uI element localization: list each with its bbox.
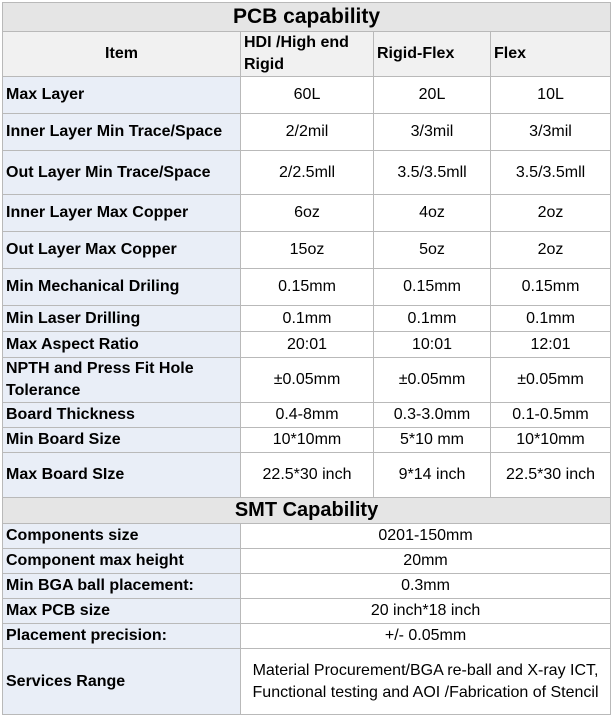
cell-rigid-flex: 0.15mm bbox=[374, 269, 491, 306]
smt-row-value: 20mm bbox=[241, 549, 611, 574]
smt-row-value: 0.3mm bbox=[241, 574, 611, 599]
cell-rigid-flex: 9*14 inch bbox=[374, 453, 491, 498]
table-row bbox=[3, 77, 611, 114]
table-row bbox=[3, 574, 611, 599]
cell-rigid-flex: 5*10 mm bbox=[374, 428, 491, 453]
cell-hdi: 2/2mil bbox=[241, 114, 374, 151]
table-row bbox=[3, 151, 611, 195]
table-row bbox=[3, 403, 611, 428]
row-label: Inner Layer Max Copper bbox=[3, 195, 241, 232]
table-row bbox=[3, 549, 611, 574]
cell-hdi: 2/2.5mll bbox=[241, 151, 374, 195]
cell-flex: 0.15mm bbox=[491, 269, 611, 306]
table-row bbox=[3, 624, 611, 649]
row-label: Min Board Size bbox=[3, 428, 241, 453]
cell-hdi: 6oz bbox=[241, 195, 374, 232]
header-hdi: HDI /High end Rigid bbox=[241, 32, 374, 77]
row-label: Min Mechanical Driling bbox=[3, 269, 241, 306]
row-label: Inner Layer Min Trace/Space bbox=[3, 114, 241, 151]
cell-hdi: ±0.05mm bbox=[241, 358, 374, 403]
smt-row-label: Placement precision: bbox=[3, 624, 241, 649]
smt-row-value: Material Procurement/BGA re-ball and X-ray ICT, Functional testing and AOI /Fabrication of Stencil bbox=[241, 649, 611, 715]
smt-row-value: +/- 0.05mm bbox=[241, 624, 611, 649]
cell-hdi: 10*10mm bbox=[241, 428, 374, 453]
cell-hdi: 0.1mm bbox=[241, 306, 374, 332]
cell-hdi: 20:01 bbox=[241, 332, 374, 358]
smt-row-label: Max PCB size bbox=[3, 599, 241, 624]
cell-hdi: 15oz bbox=[241, 232, 374, 269]
cell-flex: ±0.05mm bbox=[491, 358, 611, 403]
table-row bbox=[3, 114, 611, 151]
cell-flex: 2oz bbox=[491, 232, 611, 269]
pcb-header-row bbox=[3, 32, 611, 77]
cell-rigid-flex: 3.5/3.5mll bbox=[374, 151, 491, 195]
cell-flex: 10*10mm bbox=[491, 428, 611, 453]
table-row bbox=[3, 453, 611, 498]
table-row bbox=[3, 524, 611, 549]
row-label: Max Board SIze bbox=[3, 453, 241, 498]
pcb-capability-title: PCB capability bbox=[3, 3, 611, 32]
cell-flex: 2oz bbox=[491, 195, 611, 232]
row-label: Board Thickness bbox=[3, 403, 241, 428]
cell-flex: 10L bbox=[491, 77, 611, 114]
table-row bbox=[3, 232, 611, 269]
cell-rigid-flex: 0.1mm bbox=[374, 306, 491, 332]
header-item: Item bbox=[3, 32, 241, 77]
header-flex: Flex bbox=[491, 32, 611, 77]
cell-flex: 12:01 bbox=[491, 332, 611, 358]
cell-flex: 0.1mm bbox=[491, 306, 611, 332]
table-row bbox=[3, 428, 611, 453]
row-label: Max Layer bbox=[3, 77, 241, 114]
cell-rigid-flex: 4oz bbox=[374, 195, 491, 232]
table-row bbox=[3, 306, 611, 332]
row-label: Out Layer Max Copper bbox=[3, 232, 241, 269]
row-label: Out Layer Min Trace/Space bbox=[3, 151, 241, 195]
cell-flex: 0.1-0.5mm bbox=[491, 403, 611, 428]
table-row bbox=[3, 195, 611, 232]
cell-hdi: 22.5*30 inch bbox=[241, 453, 374, 498]
cell-rigid-flex: 0.3-3.0mm bbox=[374, 403, 491, 428]
cell-flex: 22.5*30 inch bbox=[491, 453, 611, 498]
cell-hdi: 60L bbox=[241, 77, 374, 114]
table-row bbox=[3, 649, 611, 715]
table-row bbox=[3, 332, 611, 358]
table-row bbox=[3, 599, 611, 624]
capability-table bbox=[2, 2, 611, 715]
cell-rigid-flex: 10:01 bbox=[374, 332, 491, 358]
cell-flex: 3.5/3.5mll bbox=[491, 151, 611, 195]
cell-flex: 3/3mil bbox=[491, 114, 611, 151]
row-label: NPTH and Press Fit Hole Tolerance bbox=[3, 358, 241, 403]
capability-table-container bbox=[2, 2, 610, 715]
header-rigid-flex: Rigid-Flex bbox=[374, 32, 491, 77]
smt-row-label: Components size bbox=[3, 524, 241, 549]
cell-hdi: 0.4-8mm bbox=[241, 403, 374, 428]
row-label: Max Aspect Ratio bbox=[3, 332, 241, 358]
smt-row-label: Min BGA ball placement: bbox=[3, 574, 241, 599]
smt-row-value: 0201-150mm bbox=[241, 524, 611, 549]
row-label: Min Laser Drilling bbox=[3, 306, 241, 332]
table-row bbox=[3, 358, 611, 403]
smt-capability-title: SMT Capability bbox=[3, 498, 611, 524]
smt-row-label: Services Range bbox=[3, 649, 241, 715]
smt-row-label: Component max height bbox=[3, 549, 241, 574]
table-row bbox=[3, 269, 611, 306]
cell-hdi: 0.15mm bbox=[241, 269, 374, 306]
cell-rigid-flex: 20L bbox=[374, 77, 491, 114]
cell-rigid-flex: 5oz bbox=[374, 232, 491, 269]
smt-row-value: 20 inch*18 inch bbox=[241, 599, 611, 624]
cell-rigid-flex: 3/3mil bbox=[374, 114, 491, 151]
cell-rigid-flex: ±0.05mm bbox=[374, 358, 491, 403]
